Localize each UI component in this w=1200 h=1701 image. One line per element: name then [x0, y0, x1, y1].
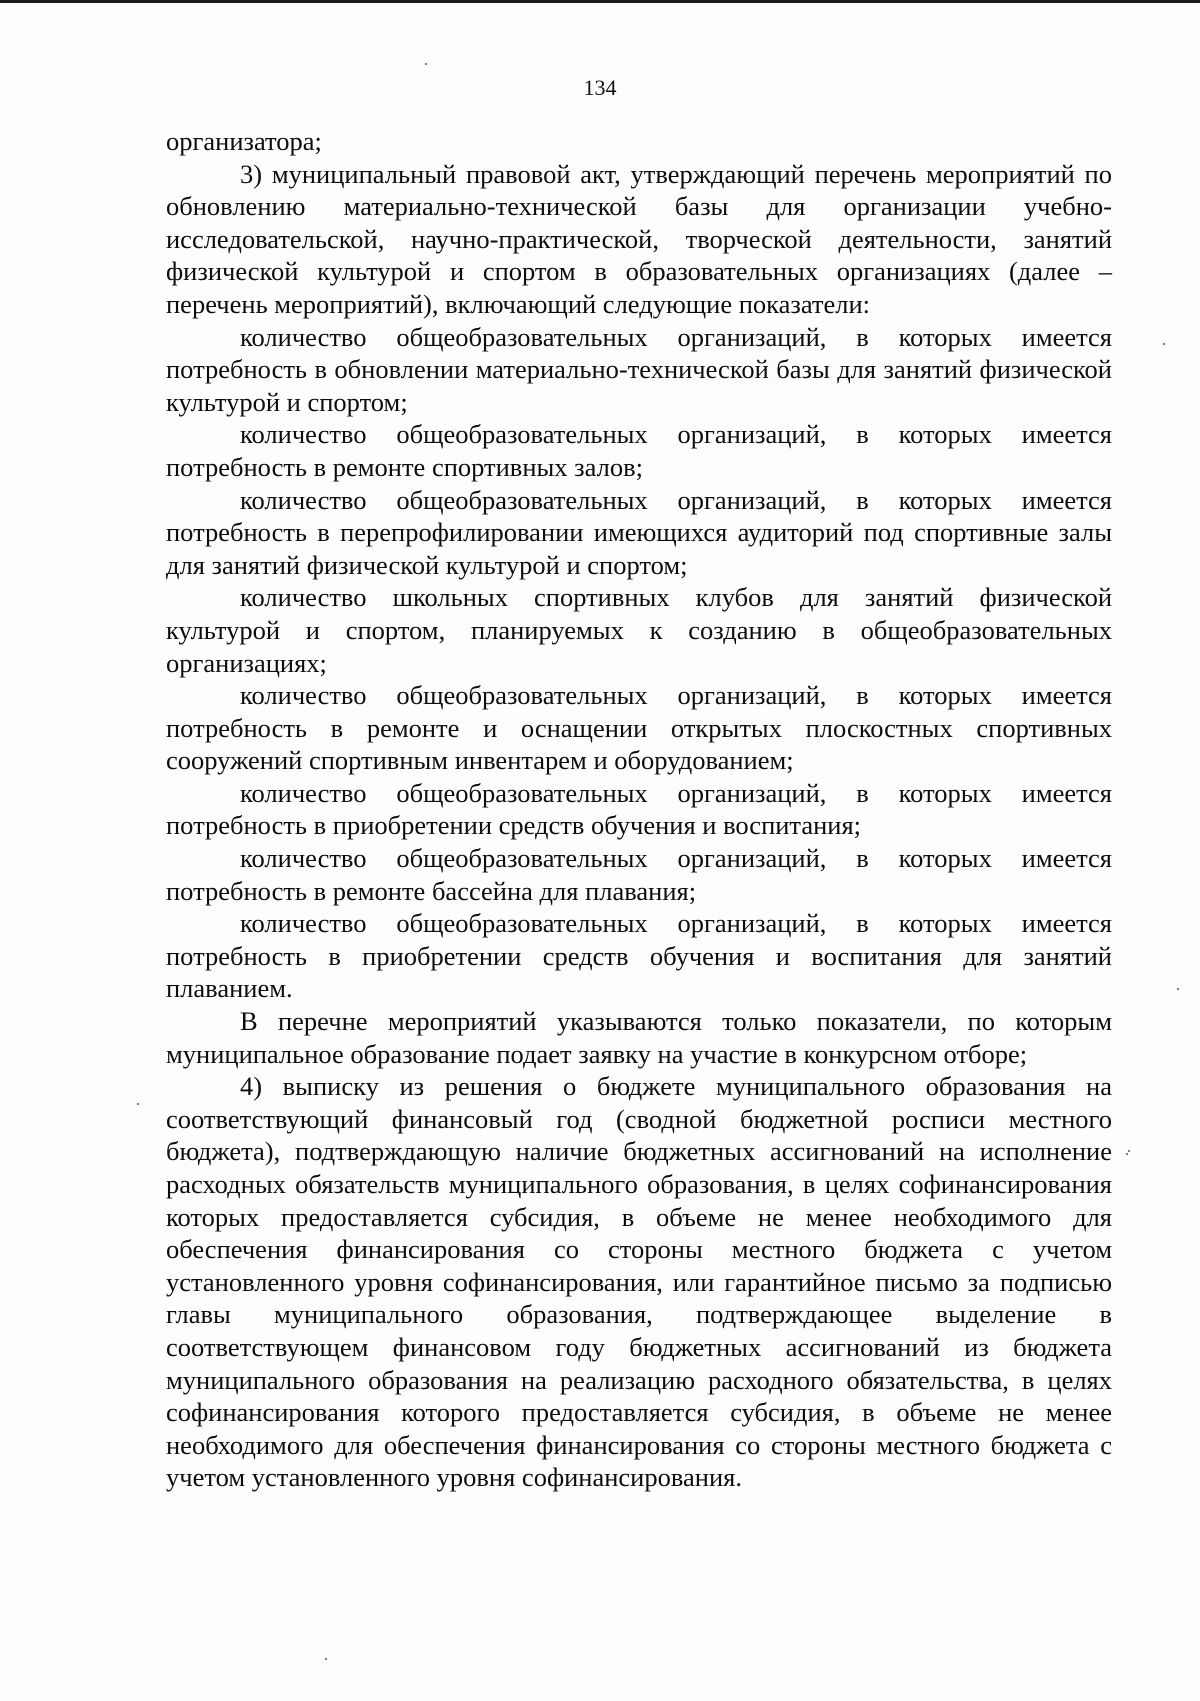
- scan-speck: [137, 1103, 139, 1105]
- scan-speck: [1128, 1150, 1130, 1152]
- indicator-sports-base-renewal: количество общеобразовательных организаций, в которых имеется потребность в обновлении материально-технической базы для занятий физической культурой и спортом;: [166, 321, 1112, 417]
- indicator-pool-repair: количество общеобразовательных организаций, в которых имеется потребность в ремонте бассейна для плавания;: [166, 843, 1112, 906]
- scan-speck: [1126, 1153, 1128, 1155]
- scan-speck: [325, 1658, 327, 1660]
- paragraph-item-4: 4) выписку из решения о бюджете муниципального образования на соответствующий финансовый год (сводной бюджетной росписи местного бюджета), подтверждающую наличие бюджетных ассигнований на исполнение расходных обязательств муниципального образования, в целях софинансирования которых предоставляется субсидия, в объеме не менее необходимого для обеспечения финансирования со стороны местного бюджета с учетом установленного уровня софинансирования, или гарантийное письмо за подписью главы муниципального образования, подтверждающее выделение в соответствующем финансовом году бюджетных ассигнований из бюджета муниципального образования на реализацию расходного обязательства, в целях софинансирования которого предоставляется субсидия, в объеме не менее необходимого для обеспечения финансирования со стороны местного бюджета с учетом установленного уровня софинансирования.: [166, 1071, 1112, 1493]
- indicator-school-sports-clubs: количество школьных спортивных клубов для занятий физической культурой и спортом, планируемых к созданию в общеобразовательных организациях;: [166, 582, 1112, 678]
- indicator-classroom-reprofiling: количество общеобразовательных организаций, в которых имеется потребность в перепрофилировании имеющихся аудиторий под спортивные залы для занятий физической культурой и спортом;: [166, 484, 1112, 580]
- indicator-swimming-equipment: количество общеобразовательных организаций, в которых имеется потребность в приобретении средств обучения и воспитания для занятий плаванием.: [166, 908, 1112, 1004]
- scan-speck: [425, 63, 427, 65]
- document-body: [166, 125, 1112, 1494]
- paragraph-indicators-note: В перечне мероприятий указываются только показатели, по которым муниципальное образование подает заявку на участие в конкурсном отборе;: [166, 1006, 1112, 1069]
- scan-speck: [1177, 988, 1179, 990]
- indicator-outdoor-facilities: количество общеобразовательных организаций, в которых имеется потребность в ремонте и оснащении открытых плоскостных спортивных сооружений спортивным инвентарем и оборудованием;: [166, 680, 1112, 776]
- indicator-teaching-equipment: количество общеобразовательных организаций, в которых имеется потребность в приобретении средств обучения и воспитания;: [166, 777, 1112, 841]
- paragraph-continuation: организатора;: [166, 126, 322, 156]
- scan-speck: [1163, 343, 1165, 345]
- indicator-gym-repair: количество общеобразовательных организаций, в которых имеется потребность в ремонте спортивных залов;: [166, 419, 1112, 482]
- page-number: 134: [583, 75, 617, 100]
- paragraph-item-3: 3) муниципальный правовой акт, утверждающий перечень мероприятий по обновлению материально-технической базы для организации учебно-исследовательской, научно-практической, творческой деятельности, занятий физической культурой и спортом в образовательных организациях (далее – перечень мероприятий), включающий следующие показатели:: [166, 158, 1112, 319]
